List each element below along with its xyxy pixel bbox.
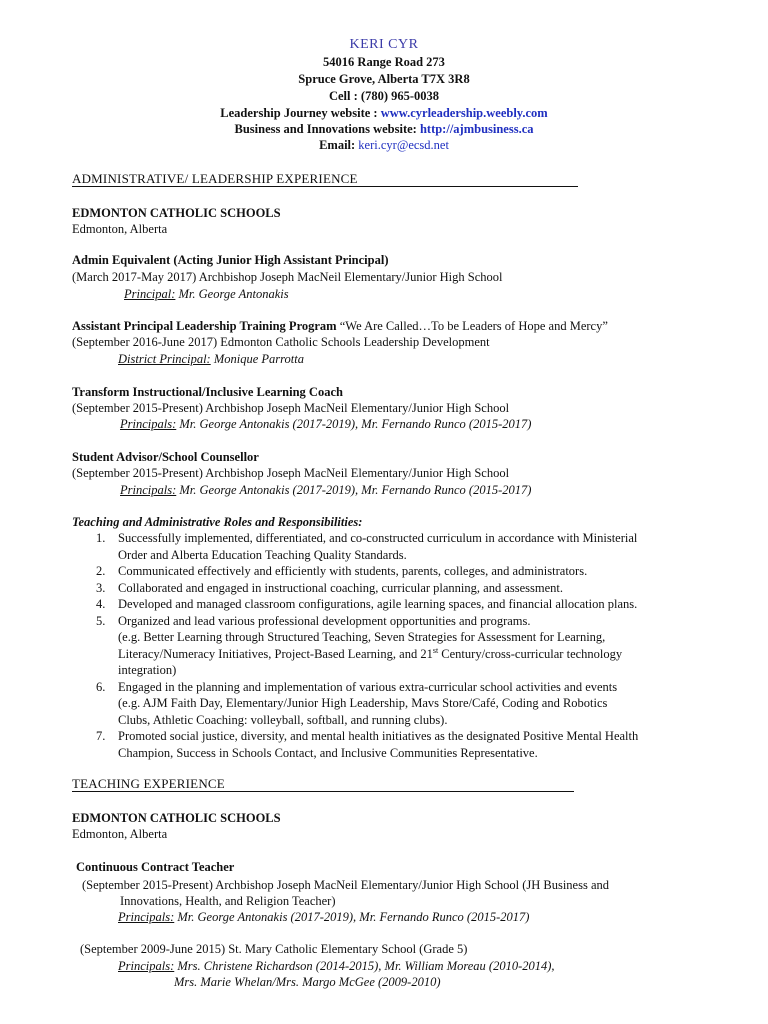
role-title-line [72, 318, 608, 335]
journey-website-label: Leadership Journey website : [220, 106, 381, 120]
teaching-location: Edmonton, Alberta [72, 827, 168, 841]
list-number: 6. [96, 679, 106, 694]
role-title: Transform Instructional/Inclusive Learning Coach [72, 385, 343, 399]
resume-name: KERI CYR [349, 37, 419, 52]
reference-label: Principals: [118, 959, 175, 973]
role-detail: (March 2017-May 2017) Archbishop Joseph MacNeil Elementary/Junior High School [72, 270, 503, 284]
teaching-employer: EDMONTON CATHOLIC SCHOOLS [72, 811, 281, 825]
list-item-line: Engaged in the planning and implementation of various extra-curricular school activities and events [118, 679, 618, 694]
email-label: Email: [319, 138, 359, 152]
list-item-line: (e.g. Better Learning through Structured Teaching, Seven Strategies for Assessment for Learning, [118, 630, 606, 644]
list-item [72, 530, 712, 563]
admin-heading-rule [72, 186, 578, 187]
list-item-line: Clubs, Athletic Coaching: volleyball, softball, and running clubs). [118, 712, 448, 727]
role-title: Assistant Principal Leadership Training Program [72, 319, 337, 333]
list-number: 2. [96, 564, 106, 578]
cell-phone: Cell : (780) 965-0038 [328, 89, 440, 103]
role-reference [124, 286, 289, 303]
list-item-line: Promoted social justice, diversity, and mental health initiatives as the designated Positive Mental Health [118, 729, 639, 743]
list-item [72, 613, 712, 679]
list-item-line: Collaborated and engaged in instructional coaching, curricular planning, and assessment. [118, 580, 564, 595]
list-number: 3. [96, 580, 106, 595]
role-reference-names: Mr. George Antonakis (2017-2019), Mr. Fernando Runco (2015-2017) [176, 483, 532, 497]
role-detail: (September 2015-Present) Archbishop Joseph MacNeil Elementary/Junior High School [72, 466, 510, 480]
responsibilities-heading: Teaching and Administrative Roles and Responsibilities: [72, 515, 363, 529]
role-detail: (September 2015-Present) Archbishop Joseph MacNeil Elementary/Junior High School [72, 401, 510, 415]
teaching-entry-1-reference [118, 909, 529, 926]
admin-employer: EDMONTON CATHOLIC SCHOOLS [72, 206, 281, 220]
role-reference [120, 416, 531, 433]
teaching-entry-2-reference-line-2: Mrs. Marie Whelan/Mrs. Margo McGee (2009-2010) [174, 975, 441, 989]
teaching-entry-1-line-2: Innovations, Health, and Religion Teacher) [120, 894, 336, 908]
role-reference-names: Monique Parrotta [210, 352, 304, 366]
superscript: st [432, 645, 439, 655]
list-item [72, 596, 712, 613]
role-reference [118, 351, 304, 368]
role-reference-label: District Principal: [118, 352, 211, 366]
email-line [0, 137, 768, 154]
journey-website-link[interactable]: www.cyrleadership.weebly.com [380, 106, 548, 120]
list-item-text: Literacy/Numeracy Initiatives, Project-Based Learning, and 21 [118, 646, 433, 661]
list-item [72, 679, 712, 729]
list-item [72, 580, 712, 597]
teaching-role-title: Continuous Contract Teacher [76, 860, 235, 874]
reference-names: Mr. George Antonakis (2017-2019), Mr. Fernando Runco (2015-2017) [174, 910, 530, 924]
list-item-line: Successfully implemented, differentiated, and co-constructed curriculum in accordance with Ministerial [118, 531, 638, 545]
business-website-line [0, 121, 768, 138]
role-detail: (September 2016-June 2017) Edmonton Catholic Schools Leadership Development [72, 335, 490, 349]
list-item-line: Organized and lead various professional development opportunities and programs. [118, 613, 531, 628]
list-number: 5. [96, 613, 106, 628]
teaching-section-heading: TEACHING EXPERIENCE [72, 776, 225, 791]
reference-names: Mrs. Christene Richardson (2014-2015), Mr. William Moreau (2010-2014), [174, 959, 555, 973]
list-item-line: Champion, Success in Schools Contact, and Inclusive Communities Representative. [118, 745, 538, 760]
list-number: 4. [96, 597, 106, 611]
admin-location: Edmonton, Alberta [72, 222, 168, 236]
journey-website-line [0, 105, 768, 122]
list-item-text: Century/cross-curricular technology [438, 646, 623, 661]
teaching-entry-2-line-1: (September 2009-June 2015) St. Mary Catholic Elementary School (Grade 5) [80, 942, 468, 956]
list-item [72, 563, 712, 580]
role-reference-label: Principal: [124, 287, 176, 301]
teaching-entry-1-line-1: (September 2015-Present) Archbishop Joseph MacNeil Elementary/Junior High School (JH Business and [82, 878, 609, 892]
role-reference-names: Mr. George Antonakis [175, 287, 289, 301]
admin-section-heading: ADMINISTRATIVE/ LEADERSHIP EXPERIENCE [72, 171, 358, 186]
responsibilities-list [72, 530, 712, 761]
list-number: 1. [96, 531, 106, 545]
business-website-link[interactable]: http://ajmbusiness.ca [419, 122, 534, 136]
list-item-line [118, 646, 712, 663]
list-item-line: Developed and managed classroom configurations, agile learning spaces, and financial allocation plans. [118, 597, 638, 611]
role-reference-label: Principals: [120, 483, 177, 497]
list-number: 7. [96, 729, 106, 743]
teaching-entry-2-reference [118, 958, 555, 975]
list-item-line: integration) [118, 663, 177, 677]
address-line-1: 54016 Range Road 273 [323, 55, 445, 69]
address-line-2: Spruce Grove, Alberta T7X 3R8 [298, 72, 470, 86]
role-reference-label: Principals: [120, 417, 177, 431]
role-title: Admin Equivalent (Acting Junior High Assistant Principal) [72, 253, 389, 267]
role-reference-names: Mr. George Antonakis (2017-2019), Mr. Fernando Runco (2015-2017) [176, 417, 532, 431]
reference-label: Principals: [118, 910, 175, 924]
list-item-line: (e.g. AJM Faith Day, Elementary/Junior High Leadership, Mavs Store/Café, Coding and Robotics [118, 696, 608, 710]
role-reference [120, 482, 531, 499]
role-title-quote: “We Are Called…To be Leaders of Hope and Mercy” [336, 319, 608, 333]
list-item-line: Order and Alberta Education Teaching Quality Standards. [118, 547, 407, 562]
teaching-heading-rule [72, 791, 574, 792]
business-website-label: Business and Innovations website: [234, 122, 420, 136]
role-title: Student Advisor/School Counsellor [72, 450, 259, 464]
email-link[interactable]: keri.cyr@ecsd.net [358, 138, 449, 152]
list-item [72, 728, 712, 761]
list-item-line: Communicated effectively and efficiently with students, parents, colleges, and administrators. [118, 564, 588, 578]
